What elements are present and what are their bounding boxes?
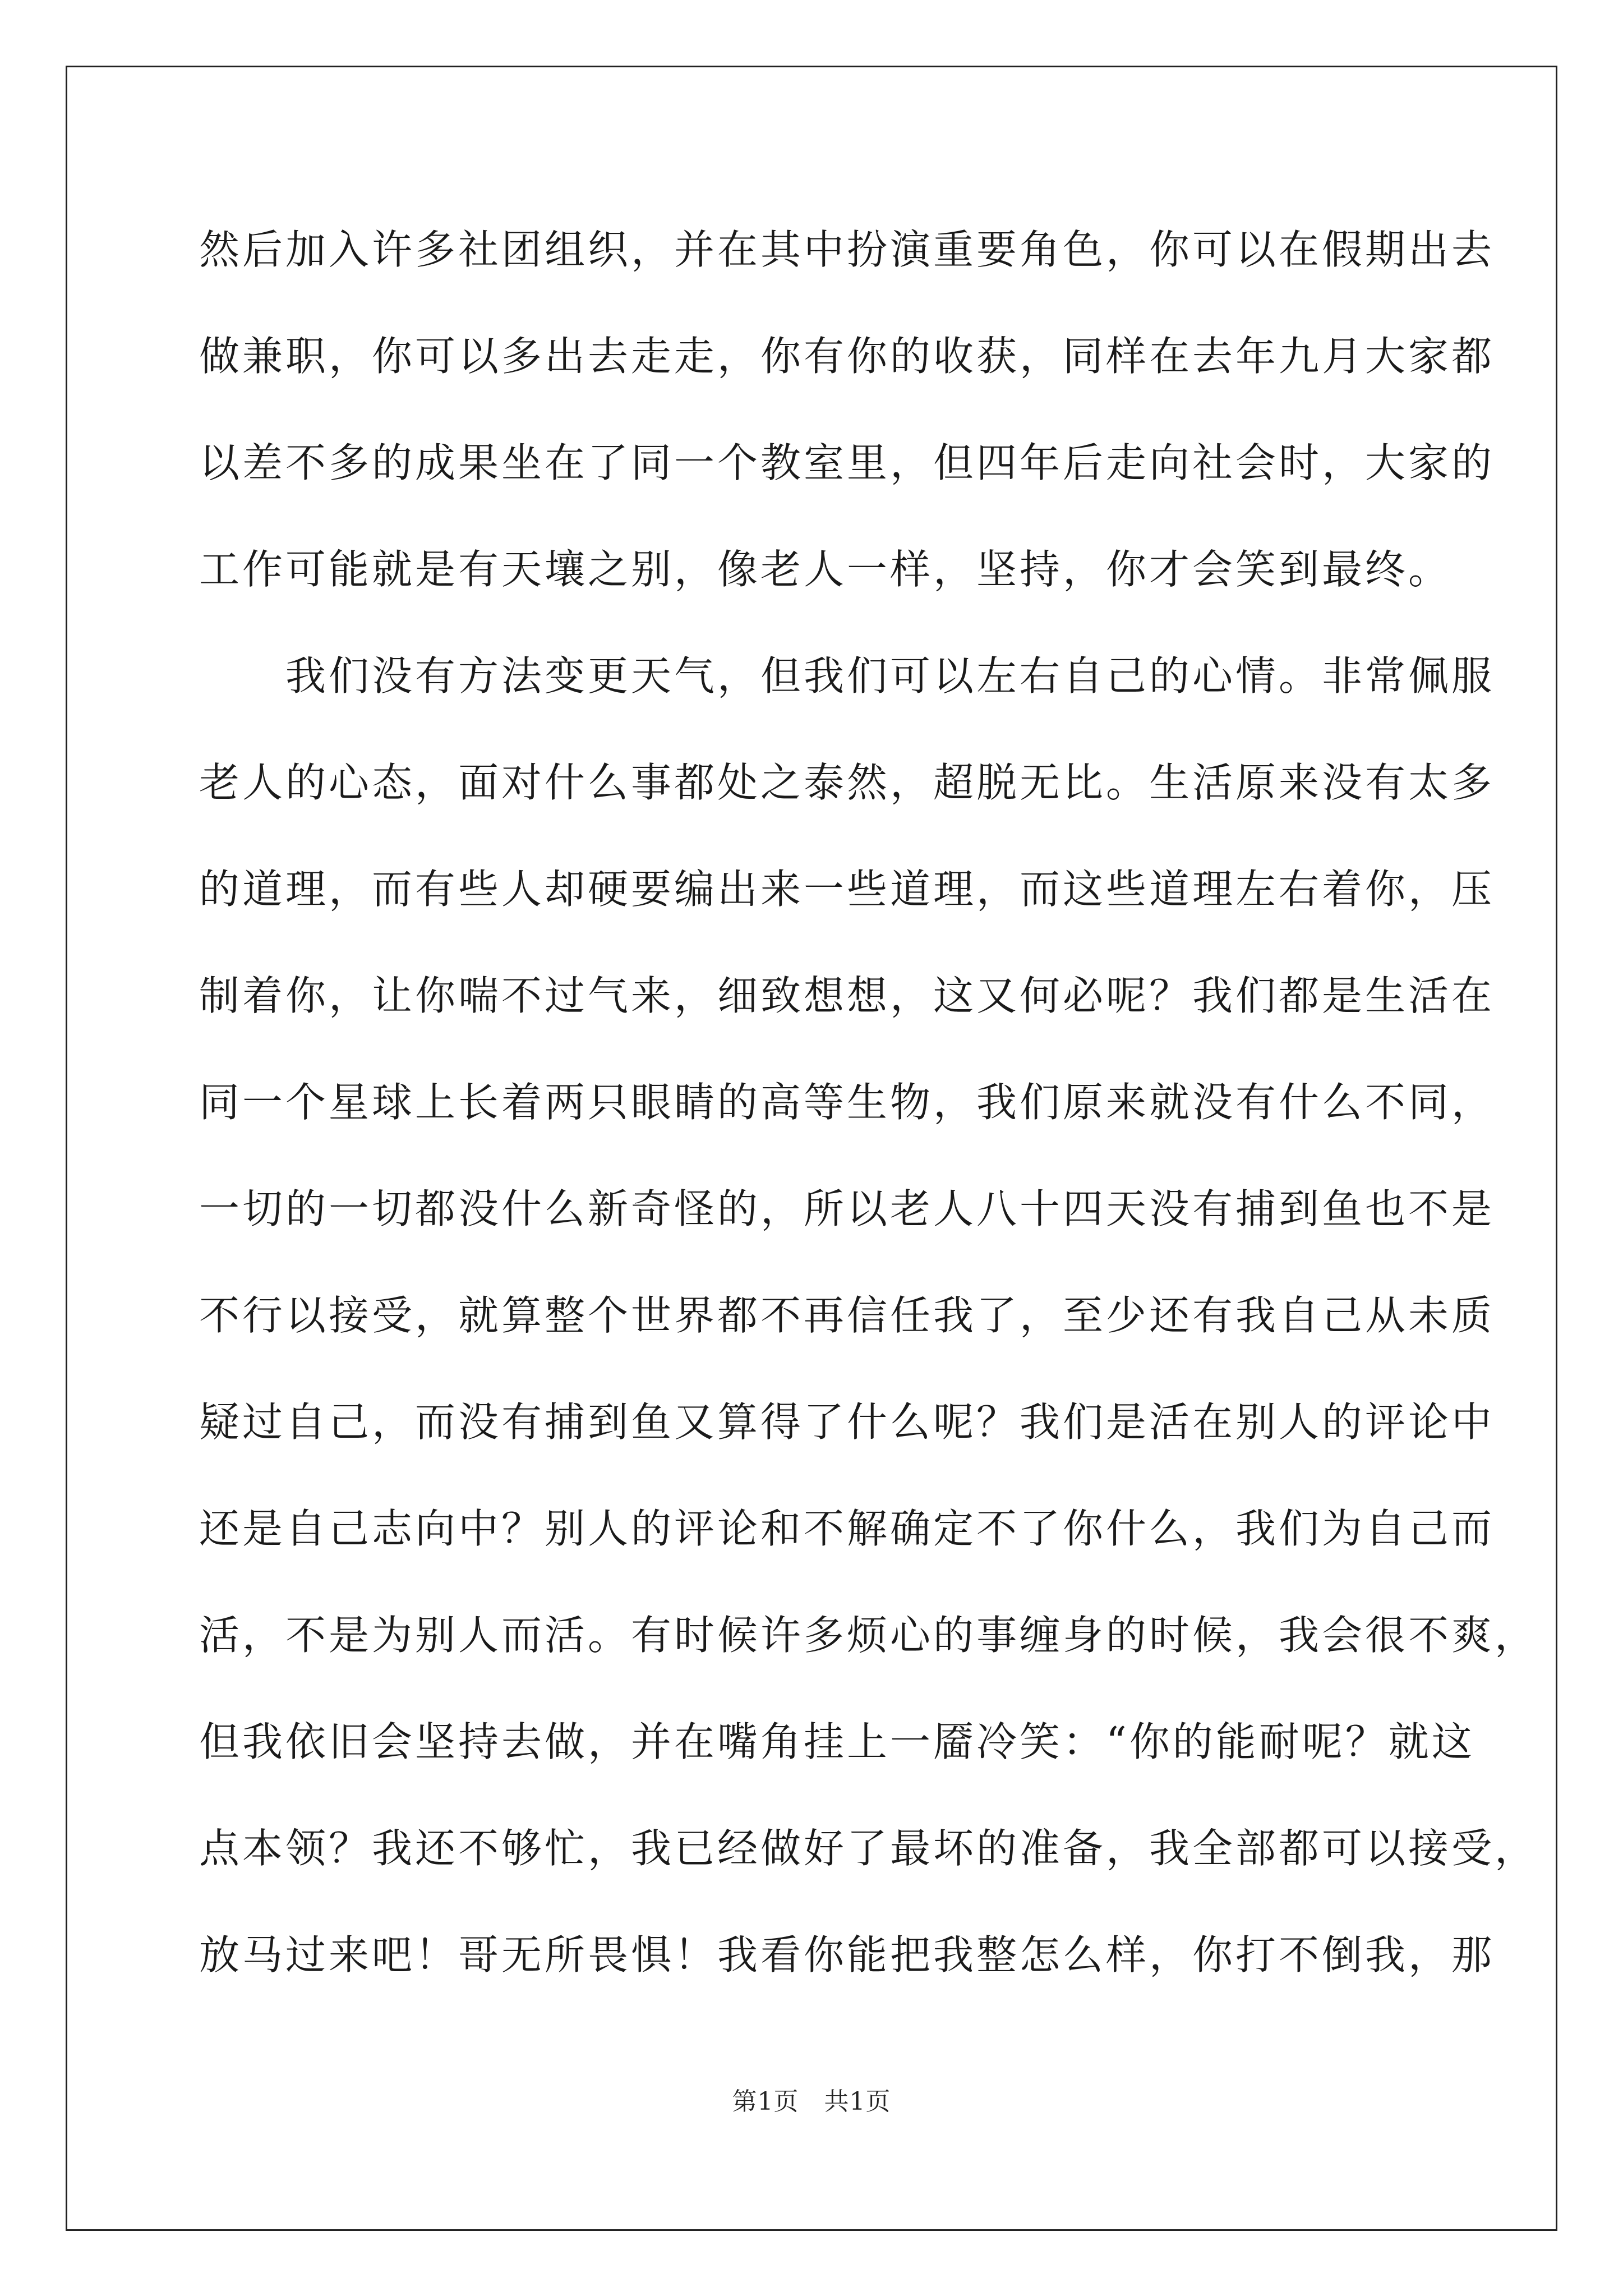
text-line: 但我依旧会坚持去做，并在嘴角挂上一靥冷笑：“你的能耐呢？就这 [199,1718,1475,1765]
text-line: 疑过自己，而没有捕到鱼又算得了什么呢？我们是活在别人的评论中 [199,1398,1495,1446]
text-line: 我们没有方法变更天气，但我们可以左右自己的心情。非常佩服 [199,652,1495,700]
text-line: 工作可能就是有天壤之别，像老人一样，坚持，你才会笑到最终。 [199,546,1452,593]
text-line: 活，不是为别人而活。有时候许多烦心的事缠身的时候，我会很不爽， [199,1612,1538,1659]
body-text [199,219,1538,2031]
page-number-footer: 第1页 共1页 [732,2087,891,2116]
text-line: 还是自己志向中？别人的评论和不解确定不了你什么，我们为自己而 [199,1505,1495,1552]
text-line: 以差不多的成果坐在了同一个教室里，但四年后走向社会时，大家的 [199,439,1495,486]
text-line: 做兼职，你可以多出去走走，你有你的收获，同样在去年九月大家都 [199,333,1495,380]
text-line: 点本领？我还不够忙，我已经做好了最坏的准备，我全部都可以接受， [199,1825,1538,1872]
text-line: 同一个星球上长着两只眼睛的高等生物，我们原来就没有什么不同， [199,1079,1495,1126]
text-line: 放马过来吧！哥无所畏惧！我看你能把我整怎么样，你打不倒我，那 [199,1931,1495,1978]
text-line: 不行以接受，就算整个世界都不再信任我了，至少还有我自己从未质 [199,1292,1495,1339]
text-line: 制着你，让你喘不过气来，细致想想，这又何必呢？我们都是生活在 [199,972,1495,1019]
text-line: 一切的一切都没什么新奇怪的，所以老人八十四天没有捕到鱼也不是 [199,1185,1495,1232]
text-line: 然后加入许多社团组织，并在其中扮演重要角色，你可以在假期出去 [199,226,1495,273]
text-line: 老人的心态，面对什么事都处之泰然，超脱无比。生活原来没有太多 [199,759,1495,806]
text-line: 的道理，而有些人却硬要编出来一些道理，而这些道理左右着你，压 [199,866,1495,913]
